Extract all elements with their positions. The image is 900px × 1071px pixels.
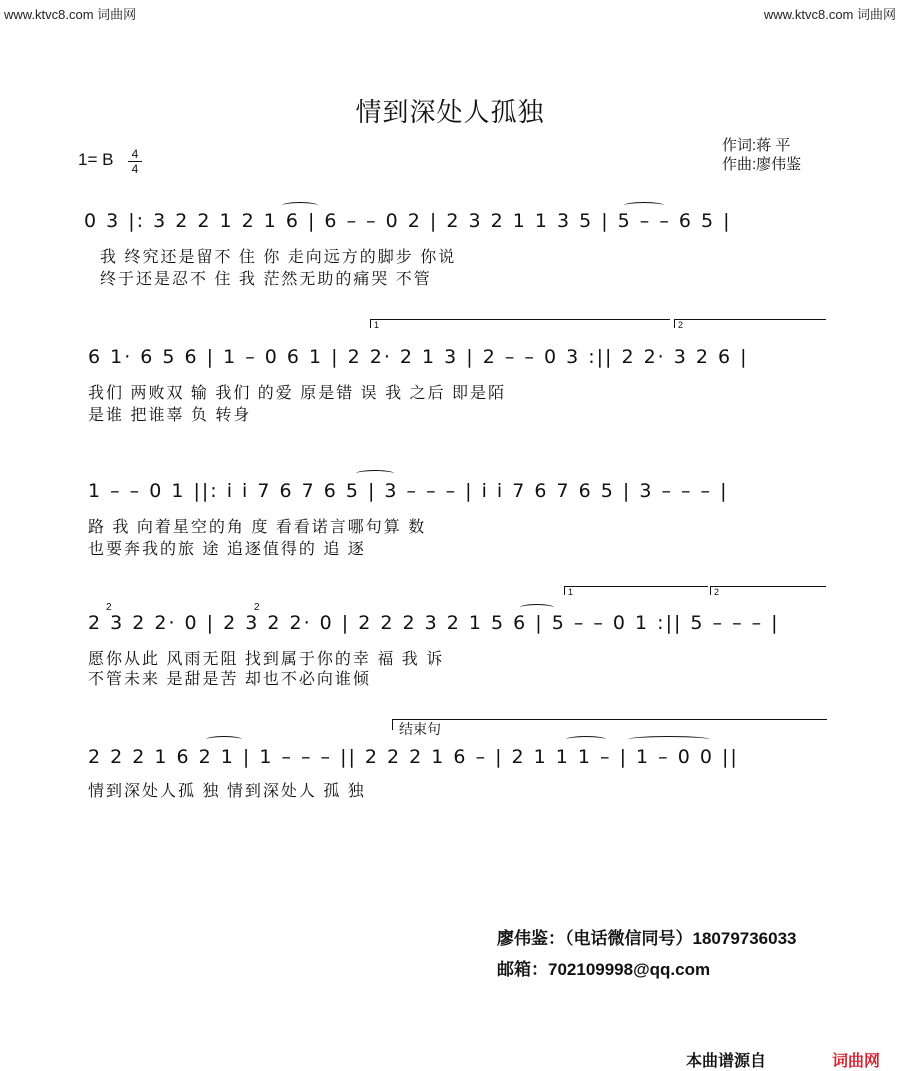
contact-email: 邮箱：702109998@qq.com xyxy=(497,960,711,979)
time-signature-bottom: 4 xyxy=(131,162,139,176)
lyrics-row-1-verse-1: 我 终究还是留不 住 你 走向远方的脚步 你说 xyxy=(100,249,457,266)
slur xyxy=(624,202,664,209)
time-signature-top: 4 xyxy=(131,147,139,161)
lyrics-row-5: 情到深处人孤 独 情到深处人 孤 独 xyxy=(88,783,366,800)
ending-label: 结束句 xyxy=(399,721,441,737)
notes-row-4: 2 3 2 2· 0 | 2 3 2 2· 0 | 2 2 2 3 2 1 5 6 | 5 – – 0 1 :|| 5 – – – | xyxy=(88,612,780,634)
slur xyxy=(206,736,242,743)
volta-2: 2 xyxy=(710,586,826,595)
notes-row-2: 6 1· 6 5 6 | 1 – 0 6 1 | 2 2· 2 1 3 | 2 – – 0 3 :|| 2 2· 3 2 6 | xyxy=(88,346,749,368)
composer-credit: 作曲:廖伟鉴 xyxy=(722,156,802,173)
lyrics-row-1-verse-2: 终于还是忍不 住 我 茫然无助的痛哭 不管 xyxy=(100,271,432,288)
grace-note: 2 xyxy=(254,602,260,613)
lyricist-credit: 作词:蒋 平 xyxy=(722,137,791,154)
slur xyxy=(282,202,318,209)
footer-logo[interactable]: 词曲网 xyxy=(832,1053,881,1070)
ending-bracket xyxy=(392,719,827,737)
notes-row-3: 1 – – 0 1 ||: i i 7 6 7 6 5 | 3 – – – | i i 7 6 7 6 5 | 3 – – – | xyxy=(88,480,729,502)
lyrics-row-3-verse-2: 也要奔我的旅 途 追逐值得的 追 逐 xyxy=(88,541,366,558)
lyrics-row-2-verse-2: 是谁 把谁辜 负 转身 xyxy=(88,407,252,424)
lyrics-row-3-verse-1: 路 我 向着星空的角 度 看看诺言哪句算 数 xyxy=(88,519,427,536)
footer-source: 本曲谱源自 xyxy=(686,1053,767,1070)
contact-phone: 廖伟鉴：（电话微信同号）18079736033 xyxy=(497,929,797,948)
lyrics-row-4-verse-2: 不管未来 是甜是苦 却也不必向谁倾 xyxy=(88,671,371,688)
slur xyxy=(520,604,554,611)
slur xyxy=(566,736,606,743)
notes-row-5: 2 2 2 1 6 2 1 | 1 – – – || 2 2 2 1 6 – | 2 1 1 1 – | 1 – 0 0 || xyxy=(88,746,739,768)
watermark-left: www.ktvc8.com 词曲网 xyxy=(4,7,137,22)
time-signature xyxy=(128,148,142,175)
song-title: 情到深处人孤独 xyxy=(355,97,545,127)
notes-row-1: 0 3 |: 3 2 2 1 2 1 6 | 6 – – 0 2 | 2 3 2 1 1 3 5 | 5 – – 6 5 | xyxy=(84,210,732,232)
slur xyxy=(356,470,394,477)
key-signature: 1= B xyxy=(78,150,114,169)
volta-1: 1 xyxy=(564,586,708,595)
grace-note: 2 xyxy=(106,602,112,613)
lyrics-row-2-verse-1: 我们 两败双 输 我们 的爱 原是错 误 我 之后 即是陌 xyxy=(88,385,507,402)
volta-2: 2 xyxy=(674,319,826,328)
volta-1: 1 xyxy=(370,319,670,328)
lyrics-row-4-verse-1: 愿你从此 风雨无阻 找到属于你的幸 福 我 诉 xyxy=(88,651,445,668)
watermark-right: www.ktvc8.com 词曲网 xyxy=(763,7,896,22)
slur xyxy=(628,736,710,743)
